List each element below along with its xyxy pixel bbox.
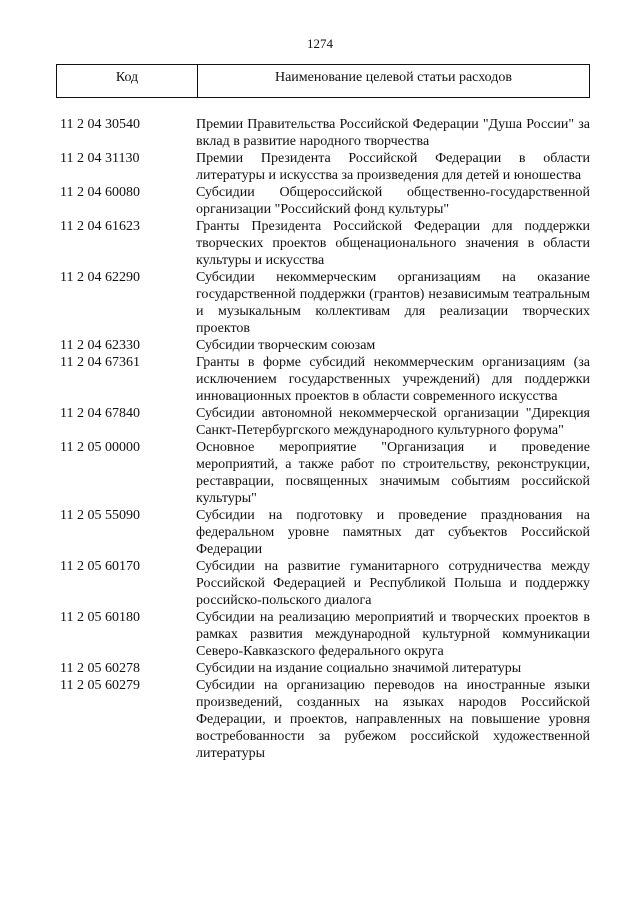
row-code: 11 2 04 62330 xyxy=(60,338,140,353)
row-code: 11 2 05 60279 xyxy=(60,678,140,693)
table-header xyxy=(56,64,590,98)
row-code: 11 2 04 61623 xyxy=(60,219,140,234)
column-header-name: Наименование целевой статьи расходов xyxy=(274,70,513,85)
row-description: Гранты Президента Российской Федерации для поддержки творческих проектов общенационального значения в области культуры и искусства xyxy=(196,219,590,268)
table-row xyxy=(60,609,590,660)
table-row xyxy=(60,405,590,439)
table-row xyxy=(60,677,590,762)
row-code: 11 2 05 60180 xyxy=(60,610,140,625)
row-description: Субсидии автономной некоммерческой организации "Дирекция Санкт-Петербургского международного культурного форума" xyxy=(196,406,590,438)
row-description: Премии Правительства Российской Федерации "Душа России" за вклад в развитие народного творчества xyxy=(196,117,590,149)
row-description: Премии Президента Российской Федерации в области литературы и искусства за произведения для детей и юношества xyxy=(196,151,590,183)
row-description: Субсидии на организацию переводов на иностранные языки произведений, созданных на языках народов Российской Федерации, и проектов, направленных на повышение уровня востребованности за рубежом российской художественной литературы xyxy=(196,678,590,761)
row-code: 11 2 04 67840 xyxy=(60,406,140,421)
row-description: Основное мероприятие "Организация и проведение мероприятий, а также работ по строительству, реконструкции, реставрации, посвященных значимым событиям российской культуры" xyxy=(196,440,590,506)
table-row xyxy=(60,218,590,269)
row-code: 11 2 05 55090 xyxy=(60,508,140,523)
row-description: Субсидии Общероссийской общественно-государственной организации "Российский фонд культуры" xyxy=(196,185,590,217)
row-description: Субсидии на развитие гуманитарного сотрудничества между Российской Федерацией и Республикой Польша и поддержку российско-польского диалога xyxy=(196,559,590,608)
row-code: 11 2 05 60170 xyxy=(60,559,140,574)
row-code: 11 2 04 31130 xyxy=(60,151,140,166)
table-row xyxy=(60,439,590,507)
table-row xyxy=(60,660,590,677)
table-row xyxy=(60,507,590,558)
row-code: 11 2 05 60278 xyxy=(60,661,140,676)
row-code: 11 2 05 00000 xyxy=(60,440,140,455)
table-row xyxy=(60,184,590,218)
row-description: Субсидии некоммерческим организациям на оказание государственной поддержки (грантов) независимым театральным и музыкальным коллективам для реализации творческих проектов xyxy=(196,270,590,336)
row-description: Субсидии творческим союзам xyxy=(196,338,376,353)
row-code: 11 2 04 62290 xyxy=(60,270,140,285)
row-description: Субсидии на подготовку и проведение празднования на федеральном уровне памятных дат субъектов Российской Федерации xyxy=(196,508,590,557)
row-description: Субсидии на реализацию мероприятий и творческих проектов в рамках развития международной культурной коммуникации Северо-Кавказского федерального округа xyxy=(196,610,590,659)
row-code: 11 2 04 67361 xyxy=(60,355,140,370)
table-row xyxy=(60,269,590,337)
page-number: 1274 xyxy=(307,36,333,51)
table-row xyxy=(60,150,590,184)
table-row xyxy=(60,337,590,354)
row-code: 11 2 04 60080 xyxy=(60,185,140,200)
row-code: 11 2 04 30540 xyxy=(60,117,140,132)
row-description: Гранты в форме субсидий некоммерческим организациям (за исключением государственных учреждений) для поддержки инновационных проектов в области современного искусства xyxy=(196,355,590,404)
column-header-code: Код xyxy=(57,65,198,97)
table-row xyxy=(60,354,590,405)
table-row xyxy=(60,558,590,609)
row-description: Субсидии на издание социально значимой литературы xyxy=(196,661,522,676)
table-row xyxy=(60,116,590,150)
table-body xyxy=(60,116,590,762)
